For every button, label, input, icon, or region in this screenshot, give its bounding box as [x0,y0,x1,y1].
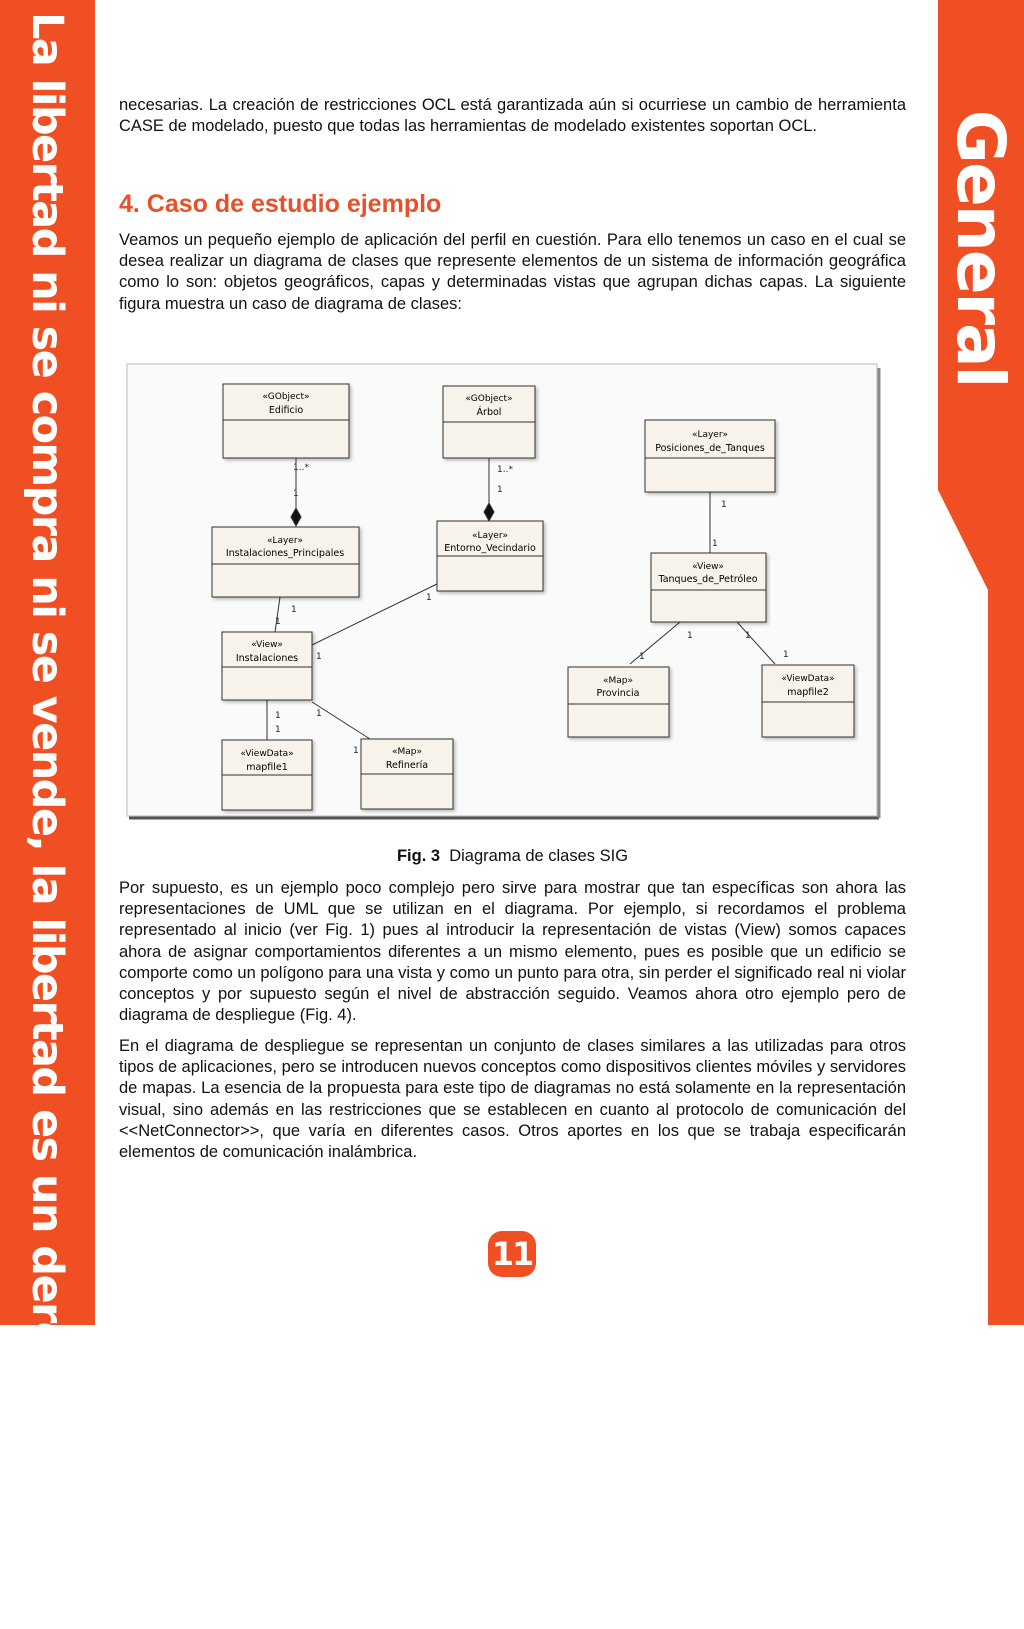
page-number-badge: 11 [488,1231,536,1277]
svg-text:Posiciones_de_Tanques: Posiciones_de_Tanques [655,443,765,454]
svg-text:Tanques_de_Petróleo: Tanques_de_Petróleo [658,574,758,585]
section-label: General [942,109,1019,387]
svg-text:1: 1 [291,605,297,615]
svg-text:1: 1 [316,652,322,662]
section-heading: 4. Caso de estudio ejemplo [119,190,442,218]
class-provincia [568,667,669,737]
svg-text:«GObject»: «GObject» [262,392,310,402]
svg-text:1: 1 [639,652,645,662]
svg-text:1: 1 [353,746,359,756]
class-refineria [361,739,453,809]
svg-text:Árbol: Árbol [476,407,502,418]
svg-text:Edificio: Edificio [268,405,304,416]
svg-text:«ViewData»: «ViewData» [781,674,835,684]
svg-text:1: 1 [745,631,751,641]
class-entorno-vecindario [437,521,543,591]
svg-text:mapfile1: mapfile1 [246,762,288,773]
figure-caption-label: Fig. 3 [396,847,441,865]
svg-text:1..*: 1..* [293,463,309,473]
paragraph-3: En el diagrama de despliegue se representan un conjunto de clases similares a las utilizadas para otros tipos de aplicaciones, pero se introducen nuevos conceptos como dispositivos clientes móviles y servidores de mapas. La esencia de la propuesta para este tipo de diagramas no está solamente en la representación visual, sino además en las restricciones que se establecen en cuanto al protocolo de comunicación del <<NetConnector>>, que varía en diferentes casos. Otros aportes en los que se trabaja especificarán elementos de comunicación inalámbrica. [119,1037,906,1162]
svg-text:1: 1 [275,617,281,627]
svg-text:Instalaciones: Instalaciones [235,653,299,664]
svg-text:1: 1 [712,539,718,549]
paragraph-1: Veamos un pequeño ejemplo de aplicación del perfil en cuestión. Para ello tenemos un caso en el cual se desea realizar un diagrama de clases que represente elementos de un sistema de información geográfica como lo son: objetos geográficos, capas y determinadas vistas que agrupan dichas capas. La siguiente figura muestra un caso de diagrama de clases: [119,231,906,313]
class-instalaciones [222,632,312,700]
svg-text:1: 1 [316,709,322,719]
svg-text:1: 1 [497,485,503,495]
svg-text:«Map»: «Map» [391,747,423,757]
svg-text:«ViewData»: «ViewData» [240,749,294,759]
class-mapfile1 [222,740,312,810]
class-posiciones-de-tanques [645,420,775,492]
svg-text:Refinería: Refinería [385,760,429,771]
svg-text:1: 1 [426,593,432,603]
svg-text:1: 1 [783,650,789,660]
class-diagram-figure [125,362,882,822]
svg-text:1: 1 [275,725,281,735]
svg-text:«Layer»: «Layer» [691,430,729,440]
svg-text:«View»: «View» [251,640,283,650]
class-arbol [443,386,535,458]
class-edificio [223,384,349,458]
paragraph-2: Por supuesto, es un ejemplo poco complejo pero sirve para mostrar que tan específicas son ahora las representaciones de UML que se utilizan en el diagrama. Por ejemplo, si recordamos el problema representado al inicio (ver Fig. 1) pues al introducir la representación de vistas (View) somos capaces ahora de asignar comportamientos diferentes a un mismo elemento, pues es posible que un edificio se comporte como un polígono para una vista y como un punto para otra, sin perder el significado real ni violar conceptos y por supuesto según el nivel de abstracción seguido. Veamos ahora otro ejemplo pero de diagrama de despliegue (Fig. 4). [119,879,906,1025]
svg-text:Instalaciones_Principales: Instalaciones_Principales [225,548,345,559]
svg-text:1..*: 1..* [497,465,513,475]
svg-text:1: 1 [275,711,281,721]
class-tanques-de-petroleo [651,553,766,622]
svg-text:«Map»: «Map» [602,676,634,686]
svg-text:mapfile2: mapfile2 [787,687,829,698]
class-mapfile2 [762,665,854,737]
svg-text:«GObject»: «GObject» [465,394,513,404]
class-instalaciones-principales [212,527,359,597]
intro-paragraph: necesarias. La creación de restricciones OCL está garantizada aún si ocurriese un cambio de herramienta CASE de modelado, puesto que todas las herramientas de modelado existentes soportan OCL. [119,96,906,136]
svg-text:«Layer»: «Layer» [266,536,304,546]
svg-text:Entorno_Vecindario: Entorno_Vecindario [444,543,536,554]
svg-text:«View»: «View» [692,562,724,572]
svg-text:1: 1 [687,631,693,641]
svg-text:1: 1 [293,489,299,499]
svg-text:1: 1 [721,500,727,510]
svg-text:«Layer»: «Layer» [471,531,509,541]
left-sidebar-slogan: La libertad ni se compra ni se vende, la libertad es un derecho humano [22,12,72,1629]
figure-caption [119,847,906,866]
svg-text:Provincia: Provincia [596,688,640,699]
figure-caption-text: Diagrama de clases SIG [449,847,629,865]
